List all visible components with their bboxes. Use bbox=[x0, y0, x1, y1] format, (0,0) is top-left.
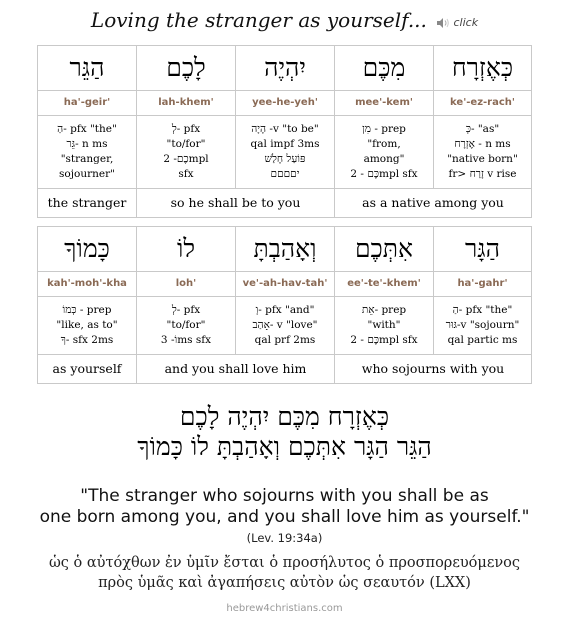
parse-cell bbox=[137, 116, 236, 189]
verse-hebrew-line-1: כְּאֶזְרָח מִכֶּם יִהְיֶה לָכֶם bbox=[179, 402, 390, 431]
parse-line: יםםםם bbox=[270, 168, 300, 180]
hebrew-word-row bbox=[38, 227, 532, 272]
parse-line: הָיָה -v "to be" bbox=[251, 123, 319, 135]
parse-cell bbox=[236, 297, 335, 355]
english-line-1: "The stranger who sojourns with you shall be as bbox=[80, 486, 489, 506]
parse-line: qal prf 2ms bbox=[254, 334, 316, 346]
transliteration: loh' bbox=[175, 278, 197, 289]
word-cell bbox=[335, 46, 434, 91]
parse-cell bbox=[236, 116, 335, 189]
word-cell bbox=[137, 227, 236, 272]
parse-line: ךָ- sfx 2ms bbox=[60, 334, 114, 346]
speaker-icon bbox=[436, 17, 450, 29]
parse-notes bbox=[137, 297, 235, 354]
parse-line: כֶּם - 2mpl sfx bbox=[350, 168, 418, 180]
greek-line-2: πρὸς ὑμᾶς καὶ ἀγαπήσεις αὐτὸν ὡς σεαυτόν (LXX) bbox=[98, 575, 471, 591]
audio-click-label: click bbox=[453, 16, 479, 29]
word-cell bbox=[434, 46, 532, 91]
transliteration: ve'-ah-hav-tah' bbox=[242, 278, 328, 289]
parsing-row bbox=[38, 297, 532, 355]
parse-line: "like, as to" bbox=[56, 319, 118, 331]
word-cell bbox=[38, 46, 137, 91]
parse-notes bbox=[434, 116, 531, 188]
greek-line-1: ὡς ὁ αὐτόχθων ἐν ὑμῖν ἔσται ὁ προσήλυτος ὁ προσπορευόμενος bbox=[48, 555, 520, 571]
parse-notes bbox=[434, 297, 531, 354]
translation-cell: as a native among you bbox=[335, 189, 532, 218]
parse-line: לְ- pfx bbox=[171, 123, 201, 135]
parse-cell bbox=[38, 297, 137, 355]
translit-cell bbox=[137, 272, 236, 297]
word-cell bbox=[236, 46, 335, 91]
parse-line: אֶזְרָח - n ms bbox=[454, 138, 511, 150]
translation-cell: as yourself bbox=[38, 355, 137, 384]
hebrew-word: לוֹ bbox=[176, 234, 196, 263]
translit-cell bbox=[236, 91, 335, 116]
parse-line: "native born" bbox=[447, 153, 518, 165]
parse-line: "to/for" bbox=[166, 319, 206, 331]
transliteration: lah-khem' bbox=[158, 97, 214, 108]
transliteration: ee'-te'-khem' bbox=[347, 278, 421, 289]
translit-cell bbox=[434, 272, 532, 297]
parse-line: פּוֹעַל חָלַשׁ bbox=[264, 153, 306, 165]
parse-line: כְּמוֹ - prep bbox=[62, 304, 112, 316]
translation-row bbox=[38, 189, 532, 218]
hebrew-word: לָכֶם bbox=[166, 53, 206, 82]
transliteration: ha'-geir' bbox=[63, 97, 111, 108]
hebrew-word-row bbox=[38, 46, 532, 91]
parse-line: מִן - prep bbox=[362, 123, 406, 135]
parse-line: כֶּם - 2mpl sfx bbox=[350, 334, 418, 346]
parse-line: qal impf 3ms bbox=[250, 138, 320, 150]
parse-notes bbox=[38, 116, 136, 188]
parse-line: גּוּר-v "sojourn" bbox=[445, 319, 520, 331]
translit-cell bbox=[38, 272, 137, 297]
translation-cell: so he shall be to you bbox=[137, 189, 335, 218]
transliteration: mee'-kem' bbox=[355, 97, 413, 108]
parse-line: וְ- pfx "and" bbox=[255, 304, 315, 316]
translation-cell: and you shall love him bbox=[137, 355, 335, 384]
translit-cell bbox=[236, 272, 335, 297]
parse-cell bbox=[434, 116, 532, 189]
parse-notes bbox=[335, 116, 433, 188]
parse-line: הַ- pfx "the" bbox=[452, 304, 513, 316]
parse-notes bbox=[335, 297, 433, 354]
parse-cell bbox=[335, 297, 434, 355]
word-cell bbox=[38, 227, 137, 272]
hebrew-word: כָּמוֹךָ bbox=[64, 234, 110, 263]
parse-line: "to/for" bbox=[166, 138, 206, 150]
translit-cell bbox=[38, 91, 137, 116]
parse-line: לְ- pfx bbox=[171, 304, 201, 316]
parse-line: הַ- pfx "the" bbox=[57, 123, 117, 135]
parse-notes bbox=[38, 297, 136, 354]
hebrew-word: וְאָהַבְתָּ bbox=[253, 234, 317, 263]
translation-cell: who sojourns with you bbox=[335, 355, 532, 384]
parse-line: וֹ- 3ms sfx bbox=[160, 334, 212, 346]
site-credit: hebrew4christians.com bbox=[226, 603, 343, 614]
translit-cell bbox=[137, 91, 236, 116]
hebrew-word: הַגָּר bbox=[465, 234, 500, 263]
transliteration: ke'-ez-rach' bbox=[450, 97, 515, 108]
parse-line: sfx bbox=[178, 168, 194, 180]
transliteration: yee-he-yeh' bbox=[252, 97, 318, 108]
parse-notes bbox=[236, 297, 334, 354]
verse-reference: (Lev. 19:34a) bbox=[246, 531, 323, 545]
parse-line: אֵת- prep bbox=[361, 304, 407, 316]
page-title: Loving the stranger as yourself... bbox=[90, 8, 427, 32]
parse-cell bbox=[434, 297, 532, 355]
hebrew-word: כְּאֶזְרָח bbox=[451, 53, 514, 82]
parse-line: כְּ- "as" bbox=[465, 123, 500, 135]
parsing-row bbox=[38, 116, 532, 189]
transliteration-row bbox=[38, 91, 532, 116]
parse-cell bbox=[335, 116, 434, 189]
gloss-table-1 bbox=[37, 45, 532, 218]
transliteration: ha'-gahr' bbox=[457, 278, 508, 289]
parse-notes bbox=[137, 116, 235, 188]
parse-line: גֵּר- n ms bbox=[66, 138, 108, 150]
parse-line: among" bbox=[363, 153, 405, 165]
parse-line: כֶם- 2mpl bbox=[163, 153, 209, 165]
translation-row bbox=[38, 355, 532, 384]
parse-line: fr> זָרַח v rise bbox=[448, 168, 517, 180]
parse-line: qal partic ms bbox=[447, 334, 518, 346]
english-line-2: one born among you, and you shall love him as yourself." bbox=[39, 507, 530, 527]
audio-play-button[interactable] bbox=[436, 16, 478, 29]
hebrew-word: הַגֵּר bbox=[69, 53, 105, 82]
parse-line: "with" bbox=[367, 319, 401, 331]
transliteration-row bbox=[38, 272, 532, 297]
verse-hebrew-line-2: הַגֵּר הַגָּר אִתְּכֶם וְאָהַבְתָּ לוֹ כָּמוֹךָ bbox=[137, 432, 432, 461]
translation-cell: the stranger bbox=[38, 189, 137, 218]
parse-line: אָהַב- v "love" bbox=[252, 319, 318, 331]
gloss-table-2 bbox=[37, 226, 532, 384]
hebrew-word: אִתְּכֶם bbox=[354, 234, 414, 263]
parse-line: "from, bbox=[367, 138, 401, 150]
word-cell bbox=[236, 227, 335, 272]
translit-cell bbox=[335, 272, 434, 297]
word-cell bbox=[335, 227, 434, 272]
parse-cell bbox=[137, 297, 236, 355]
word-cell bbox=[434, 227, 532, 272]
transliteration: kah'-moh'-kha bbox=[47, 278, 127, 289]
parse-line: sojourner" bbox=[59, 168, 115, 180]
title-row bbox=[0, 8, 569, 32]
translit-cell bbox=[335, 91, 434, 116]
parse-line: "stranger, bbox=[60, 153, 114, 165]
parse-notes bbox=[236, 116, 334, 188]
hebrew-word: יִהְיֶה bbox=[264, 53, 306, 82]
parse-cell bbox=[38, 116, 137, 189]
hebrew-word: מִכֶּם bbox=[362, 53, 406, 82]
translit-cell bbox=[434, 91, 532, 116]
word-cell bbox=[137, 46, 236, 91]
